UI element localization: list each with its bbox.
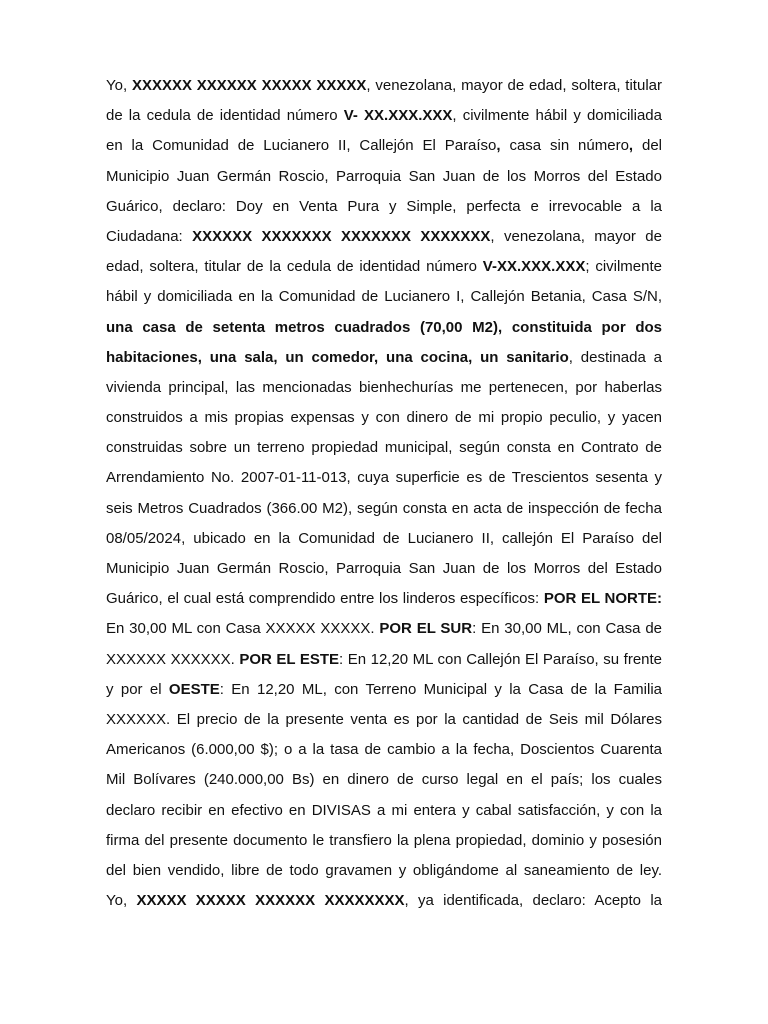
text-run: Municipio Juan Germán Roscio, Parroquia San Juan de los Morros del Estado xyxy=(106,560,662,577)
text-run: construidas sobre un terreno propiedad municipal, según consta en Contrato de xyxy=(106,439,662,457)
text-line xyxy=(106,675,662,705)
text-line xyxy=(106,192,662,222)
text-line xyxy=(106,313,662,343)
text-run: En 30,00 ML con Casa XXXXX XXXXX. xyxy=(106,620,380,638)
text-run: : En 12,20 ML, con Terreno Municipal y la Casa de la Familia xyxy=(219,680,662,698)
bold-text: POR EL NORTE: xyxy=(543,590,662,608)
text-line xyxy=(106,856,662,886)
bold-text: V-XX.XXX.XXX xyxy=(482,258,586,276)
text-line xyxy=(106,494,662,524)
text-line xyxy=(106,282,662,312)
text-run: Municipio Juan Germán Roscio, Parroquia San Juan de los Morros del Estado xyxy=(106,167,662,185)
text-line xyxy=(106,101,662,131)
text-line xyxy=(106,403,662,433)
text-run: , venezolana, mayor de edad, soltera, titular xyxy=(366,77,662,94)
text-line xyxy=(106,373,662,403)
text-line xyxy=(106,735,662,765)
text-line xyxy=(106,796,662,826)
text-run: vivienda principal, las mencionadas bienhechurías me pertenecen, por haberlas xyxy=(106,378,662,396)
text-line xyxy=(106,826,662,856)
text-line xyxy=(106,162,662,192)
text-run: edad, soltera, titular de la cedula de identidad número xyxy=(106,258,483,276)
text-line xyxy=(106,614,662,644)
text-line xyxy=(106,71,662,101)
text-run: ; civilmente xyxy=(585,258,662,276)
bold-text: POR EL SUR xyxy=(379,620,473,638)
text-line xyxy=(106,343,662,373)
text-run: , ya identificada, declaro: Acepto la xyxy=(404,892,662,910)
bold-text: , xyxy=(496,137,501,155)
bold-text: XXXXXX XXXXXX XXXXX XXXXX xyxy=(131,77,367,94)
bold-text: V- XX.XXX.XXX xyxy=(343,107,453,125)
text-run: Mil Bolívares (240.000,00 Bs) en dinero de curso legal en el país; los cuales xyxy=(106,771,662,789)
text-run: XXXXXX XXXXXX. xyxy=(106,650,240,668)
text-run: Arrendamiento No. 2007-01-11-013, cuya superficie es de Trescientos sesenta y xyxy=(106,469,662,487)
text-line xyxy=(106,584,662,614)
text-run: casa sin número xyxy=(500,137,629,155)
text-run: del xyxy=(633,137,662,155)
text-line xyxy=(106,131,662,161)
bold-text: XXXXXX XXXXXXX XXXXXXX XXXXXXX xyxy=(192,227,491,245)
text-line xyxy=(106,433,662,463)
text-run: , civilmente hábil y domiciliada xyxy=(452,107,662,125)
text-run: , venezolana, mayor de xyxy=(490,227,662,245)
text-line xyxy=(106,886,662,916)
text-run: Yo, xyxy=(106,77,132,94)
text-run: : En 12,20 ML con Callejón El Paraíso, su frente xyxy=(339,650,662,668)
bold-text: POR EL ESTE xyxy=(239,650,339,668)
document-page xyxy=(106,71,662,916)
text-line xyxy=(106,524,662,554)
text-run: en la Comunidad de Lucianero II, Callejón El Paraíso xyxy=(106,137,497,155)
bold-text: una casa de setenta metros cuadrados (70,00 M2), constituida por dos xyxy=(106,318,662,336)
text-run: declaro recibir en efectivo en DIVISAS a mi entera y cabal satisfacción, y con la xyxy=(106,801,662,819)
text-run: y por el xyxy=(106,680,169,698)
text-line xyxy=(106,705,662,735)
text-run: construidos a mis propias expensas y con dinero de mi propio peculio, y yacen xyxy=(106,409,662,427)
text-line xyxy=(106,463,662,493)
text-run: de la cedula de identidad número xyxy=(106,107,344,125)
text-run: , destinada a xyxy=(568,348,662,366)
text-run: firma del presente documento le transfiero la plena propiedad, dominio y posesión xyxy=(106,831,662,849)
text-run: Guárico, declaro: Doy en Venta Pura y Simple, perfecta e irrevocable a la xyxy=(106,197,662,215)
text-run: XXXXXX. El precio de la presente venta es por la cantidad de Seis mil Dólares xyxy=(106,710,662,728)
text-run: seis Metros Cuadrados (366.00 M2), según consta en acta de inspección de fecha xyxy=(106,499,662,517)
bold-text: , xyxy=(628,137,634,155)
text-line xyxy=(106,252,662,282)
text-line xyxy=(106,554,662,584)
bold-text: XXXXX XXXXX XXXXXX XXXXXXXX xyxy=(136,892,405,910)
text-run: hábil y domiciliada en la Comunidad de Lucianero I, Callejón Betania, Casa S/N, xyxy=(106,288,662,306)
text-run: Ciudadana: xyxy=(106,227,193,245)
text-run: del bien vendido, libre de todo gravamen y obligándome al saneamiento de ley. xyxy=(106,861,662,879)
text-run: : En 30,00 ML, con Casa de xyxy=(472,620,662,638)
bold-text: habitaciones, una sala, un comedor, una cocina, un sanitario xyxy=(106,348,569,366)
text-run: Guárico, el cual está comprendido entre los linderos específicos: xyxy=(106,590,544,608)
text-run: Americanos (6.000,00 $); o a la tasa de cambio a la fecha, Doscientos Cuarenta xyxy=(106,741,662,759)
text-run: Yo, xyxy=(106,892,137,910)
text-line xyxy=(106,222,662,252)
text-run: 08/05/2024, ubicado en la Comunidad de Lucianero II, callejón El Paraíso del xyxy=(106,529,662,547)
text-line xyxy=(106,765,662,795)
text-line xyxy=(106,645,662,675)
bold-text: OESTE xyxy=(168,680,220,698)
